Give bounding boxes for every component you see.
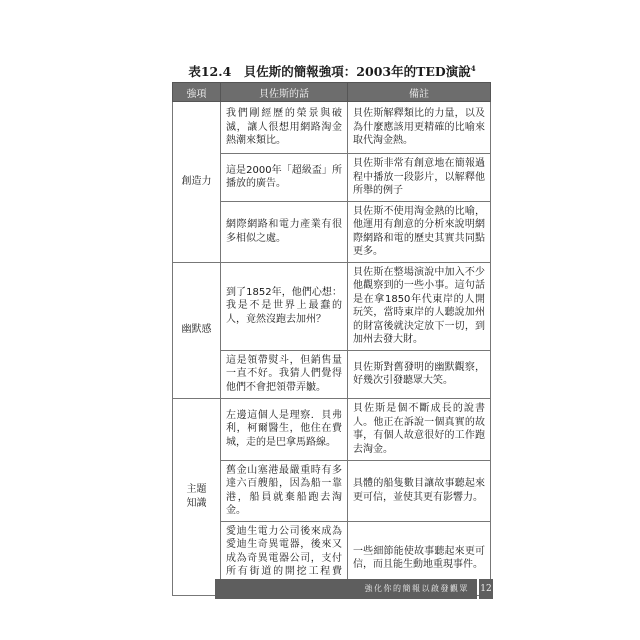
table-row	[173, 154, 491, 202]
strengths-table	[172, 82, 491, 596]
page-footer	[0, 579, 640, 599]
quote-cell: 我們剛經歷的榮景與破滅，讓人很想用網路淘金熱潮來類比。	[221, 102, 348, 154]
quote-cell: 這是領帶熨斗，但銷售量一直不好。我猜人們覺得他們不會把領帶弄皺。	[221, 350, 348, 398]
table-row	[173, 398, 491, 460]
note-cell: 貝佐斯解釋類比的力量，以及為什麼應該用更精確的比喻來取代淘金熱。	[348, 102, 491, 154]
note-cell: 貝佐斯非常有創意地在簡報過程中播放一段影片，以解釋他所舉的例子	[348, 154, 491, 202]
category-creativity: 創造力	[173, 102, 221, 263]
note-cell: 貝佐斯不使用淘金熱的比喻，他運用有創意的分析來說明網際網路和電的歷史其實共同點更多。	[348, 201, 491, 262]
quote-cell: 愛迪生電力公司後來成為愛迪生奇異電器，後來又成為奇異電器公司，支付所有街道的開挖工程費	[221, 521, 348, 596]
quote-cell: 這是2000年「超級盃」所播放的廣告。	[221, 154, 348, 202]
footer-book-title: 強化你的簡報以啟發觀眾	[215, 579, 477, 599]
table-row	[173, 460, 491, 521]
note-cell: 具體的船隻數目讓故事聽起來更可信，並使其更有影響力。	[348, 460, 491, 521]
note-cell: 貝佐斯是個不斷成長的說書人。他正在訴說一個真實的故事，有個人故意很好的工作跑去淘金。	[348, 398, 491, 460]
quote-cell: 網際網路和電力產業有很多相似之處。	[221, 201, 348, 262]
page-title	[172, 62, 492, 80]
header-quote: 貝佐斯的話	[221, 83, 348, 102]
category-humor: 幽默感	[173, 262, 221, 398]
quote-cell: 舊金山塞港最嚴重時有多達六百艘船，因為船一靠港，船員就棄船跑去淘金。	[221, 460, 348, 521]
header-strength: 強項	[173, 83, 221, 102]
page-number: 12	[479, 579, 493, 599]
title-footnote: 4	[470, 63, 476, 73]
header-note: 備註	[348, 83, 491, 102]
table-row	[173, 102, 491, 154]
category-subject-knowledge: 主題知識	[173, 398, 221, 596]
table-row	[173, 201, 491, 262]
table-row	[173, 262, 491, 350]
quote-cell: 左邊這個人是理察．貝弗利，柯爾醫生，他住在費城，走的是巴拿馬路線。	[221, 398, 348, 460]
table-row	[173, 350, 491, 398]
table-title: 表12.4 貝佐斯的簡報強項：2003年的TED演說	[188, 64, 471, 79]
note-cell: 貝佐斯在整場演說中加入不少他觀察到的一些小事。這句話是在拿1850年代東岸的人開玩笑，當時東岸的人聽說加州的財富後就決定放下一切，到加州去發大財。	[348, 262, 491, 350]
note-cell: 貝佐斯對舊發明的幽默觀察，好幾次引發聽眾大笑。	[348, 350, 491, 398]
table-header-row	[173, 83, 491, 102]
note-cell: 一些細節能使故事聽起來更可信，而且能生動地重現事件。	[348, 521, 491, 596]
quote-cell: 到了1852年，他們心想：我是不是世界上最蠢的人，竟然沒跑去加州？	[221, 262, 348, 350]
